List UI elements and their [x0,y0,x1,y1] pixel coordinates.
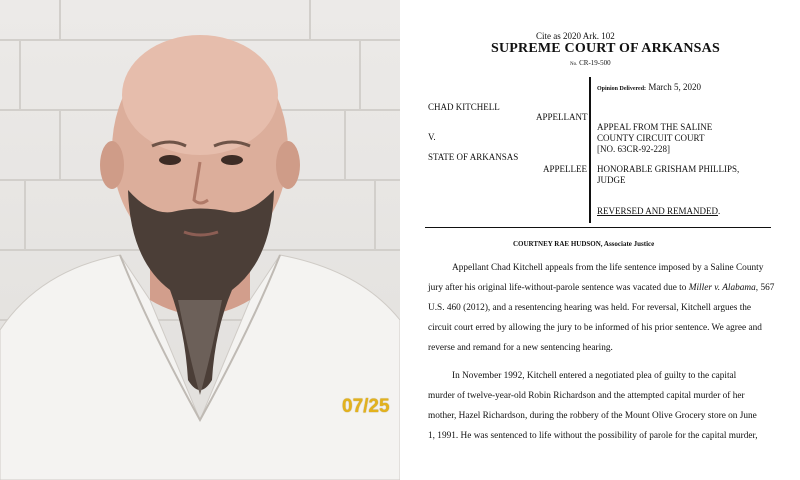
para1-line-3: U.S. 460 (2012), and a resentencing hearing was held. For reversal, Kitchell argues the [428,303,752,313]
appellee-role: APPELLEE [543,164,587,174]
caption-divider-vertical [589,77,591,223]
court-opinion-document [406,0,800,480]
caption-divider-horizontal [425,227,771,228]
court-name: SUPREME COURT OF ARKANSAS [491,41,720,56]
opinion-paragraph-2 [428,366,774,446]
appeal-line-2: COUNTY CIRCUIT COURT [597,133,705,143]
docket-value: CR-19-500 [579,59,611,67]
para1-line-2 [428,278,774,298]
para2-line-2: murder of twelve-year-old Robin Richardson and the attempted capital murder of her [428,391,745,401]
docket-number [570,59,611,67]
appellant-role: APPELLANT [536,112,588,122]
appellee-name: STATE OF ARKANSAS [428,152,519,162]
appeal-line-3: [NO. 63CR-92-228] [597,144,670,154]
para1-line-2a: jury after his original life-without-parole sentence was vacated due to [428,283,689,293]
opinion-delivered-label: Opinion Delivered: [597,86,647,92]
para1-line-5: reverse and remand for a new sentencing hearing. [428,343,613,353]
para1-line-4: circuit court erred by allowing the jury to be informed of his prior sentence. We agree and [428,323,762,333]
photo-date-stamp: 07/25 [342,396,390,417]
para1-line-2b: , 567 [755,283,775,293]
opinion-date: March 5, 2020 [648,82,702,92]
appellant-name: CHAD KITCHELL [428,102,500,112]
disposition [597,206,720,216]
versus-label: V. [428,132,436,142]
disposition-period: . [718,206,721,216]
docket-prefix: No. [570,62,578,67]
para2-line-1: In November 1992, Kitchell entered a negotiated plea of guilty to the capital [452,371,737,381]
judge-line-2: JUDGE [597,175,626,185]
authoring-justice: COURTNEY RAE HUDSON, Associate Justice [513,240,655,248]
case-name-miller: Miller v. Alabama [688,283,756,293]
judge-line-1: HONORABLE GRISHAM PHILLIPS, [597,164,740,174]
opinion-paragraph-1 [428,258,774,358]
appeal-line-1: APPEAL FROM THE SALINE [597,122,713,132]
citation: Cite as 2020 Ark. 102 [536,31,615,41]
disposition-text: REVERSED AND REMANDED [597,206,719,216]
para2-line-3: mother, Hazel Richardson, during the robbery of the Mount Olive Grocery store on June [428,411,757,421]
opinion-delivered [597,82,701,92]
para1-line-1: Appellant Chad Kitchell appeals from the life sentence imposed by a Saline County [452,263,764,273]
para2-line-4: 1, 1991. He was sentenced to life without the possibility of parole for the capital murder, [428,431,758,441]
